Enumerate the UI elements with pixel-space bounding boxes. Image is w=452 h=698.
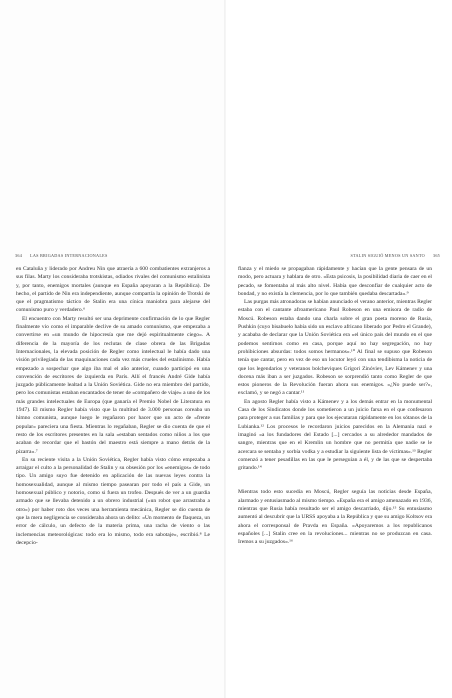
left-page-number: 364 bbox=[15, 253, 23, 258]
paragraph: flanza y el miedo se propagaban rápidamente y hacían que la gente pensara de un modo, pero actuara y hablara de otro. «Esta psicosis, la posibilidad diaria de caer en el pecado, se fomentaba al más alto nivel. Había que desconfiar de cualquier acto de bondad, y no existía la clemencia, por lo que también quedaba descartada».⁹ bbox=[238, 266, 432, 297]
paragraph: El encuentro con Marty resultó ser una deprimente confirmación de lo que Regler finalmente vio como el imparable declive de su amado comunismo, que empezaba a convertirse en «un mundo de hipocresía que me dejó espiritualmente ciego». A diferencia de la mayoría de los reclutas de clase obrera de las Brigadas Internacionales, la elevada posición de Regler como intelectual le había dado una visión privilegiada de las maquinaciones cada vez más crueles del estalinismo. Había empezado a sospechar que algo iba mal el año anterior, cuando participó en una convención de escritores de izquierda en París. Allí el francés André Gide había juzgado públicamente lealtad a la Unión Soviética. Gide no era miembro del partido, pero los comunistas estaban encantados de tener de «compañero de viaje» a uno de los más grandes intelectuales de Europa (que ganaría el Premio Nobel de Literatura en 1947). El mismo Regler había visto que la multitud de 3.000 personas coreaba un himno comunista, aunque luego le regañaron por hacer que un acto de «frente popular» pareciera una fiesta. Mientras lo regañaban, Regler se dio cuenta de que el resto de los escritores presentes en la sala «estaban sentados como niños a los que acaban de recordar que el bastón del maestro está siempre a mano detrás de la pizarra».⁷ bbox=[16, 315, 210, 455]
right-page-number: 365 bbox=[432, 253, 440, 258]
left-running-header bbox=[15, 253, 215, 261]
paragraph: Las purgas más atronadoras se habían anunciado el verano anterior, mientras Regler estaba con el cantante afroamericano Paul Robeson en una emisora de radio de Moscú. Robeson estaba dando una charla sobre el gran poeta moreno de Rusia, Pushkin (cuyo bisabuelo había sido un esclavo africano liberado por Pedro el Grande), y acababa de declarar que la Unión Soviética era «el único país del mundo en el que podemos sentirnos como en casa, porque aquí no hay segregación, no hay prohibiciones absurdas: todos somos hermanos».¹⁰ Al final se supuso que Robeson tenía que cantar, pero en vez de eso un locutor leyó con una tendibisma la noticia de que los legendarios y veteranos bolcheviques Grigori Zinóviev, Lev Kámenev y una docena más iban a ser juzgados. Robeson se sorprendió tanto como Regler de que estos pioneros de la Revolución fueran ahora sus enemigos. «¿No puede ser?», exclamó, y se negó a cantar.¹¹ bbox=[238, 299, 432, 397]
right-running-header bbox=[240, 253, 440, 261]
paragraph: Mientras todo esto sucedía en Moscú, Regler seguía las noticias desde España, alarmado y entusiasmado al mismo tiempo. «España era el amigo amenazado en 1936, mientras que Rusia había resultado ser el amigo descarriado, dijo.¹⁵ Su entusiasmo aumentó al descubrir que la URSS apoyaba a la República y que su amigo Koltsov era ahora el corresponsal de Pravda en España. «Apoyaremos a los republicanos españoles [...] Stalin cree en la revoluciones... mientras no se produzcan en casa. Iremos a su juzgados».¹⁶ bbox=[238, 489, 432, 546]
right-header-title: STALIN SIGUIÓ MENOS UN SANTO bbox=[350, 253, 425, 258]
right-page bbox=[226, 0, 452, 698]
right-page-body bbox=[238, 265, 432, 547]
paragraph: en Cataluña y liderado por Andreu Nin que atraería a 600 combatientes extranjeros a sus filas. Marty los consideraba trotskistas, odiados rivales del comunismo estalinista y, por tanto, enemigos mortales (aunque en España apoyaran a la República). De hecho, el partido de Nin era independiente, aunque compartía la opinión de Trotski de que el pragmatismo táctico de Stalin era una cínica maniobra para alejarse del comunismo puro y verdadero.⁶ bbox=[16, 266, 210, 314]
left-page-body bbox=[16, 265, 210, 547]
paragraph: En agosto Regler había visto a Kámenev y a los demás entrar en la monumental Casa de los Sindicatos donde los sometieron a un juicio farsa en el que confesaron para proteger a sus familias y para que los ejecutaran rápidamente en los sótanos de la Lubianka.¹² Los procesos le recordaron juicios parecidos en la Alemania nazi e imaginó «a los fundadores del Estado [...] cercados a su alrededor mandados de sangre, mientras que en el Kremlin un hombre que no permitía que nadie se le acercara se sentaba y sorbía vodka y a estudiar la siguiente lista de víctimas».¹³ Regler comenzó a tener pesadillas en las que le perseguían a él, y de las que se despertaba gritando.¹⁴ bbox=[238, 398, 432, 472]
left-header-title: LAS BRIGADAS INTERNACIONALES bbox=[30, 253, 108, 258]
paragraph: En su reciente visita a la Unión Soviética, Regler había visto cómo empezaba a arraigar el culto a la personalidad de Stalin y su obsesión por los «enemigos» de todo tipo. Un amigo suyo fue detenido en aplicación de las nuevas leyes contra la homosexualidad, aunque al mismo tiempo pasearan por todo el país a Gide, un homosexual público y notorio, como si fuera un trofeo. Después de ver a un guardia armado que se llevaba detenido a un obrero industrial («un robot que arrastraba a otro») por haber roto dos veces una herramienta mecánica, Regler se dio cuenta de que la mera negligencia se consideraba ahora un delito: «Un momento de flaqueza, un error de cálculo, un defecto de la materia prima, una racha de viento o las inclemencias meteorológicas: todo era lo mismo, todo era sabotaje», escribió.⁸ Le decepcio- bbox=[16, 456, 210, 546]
